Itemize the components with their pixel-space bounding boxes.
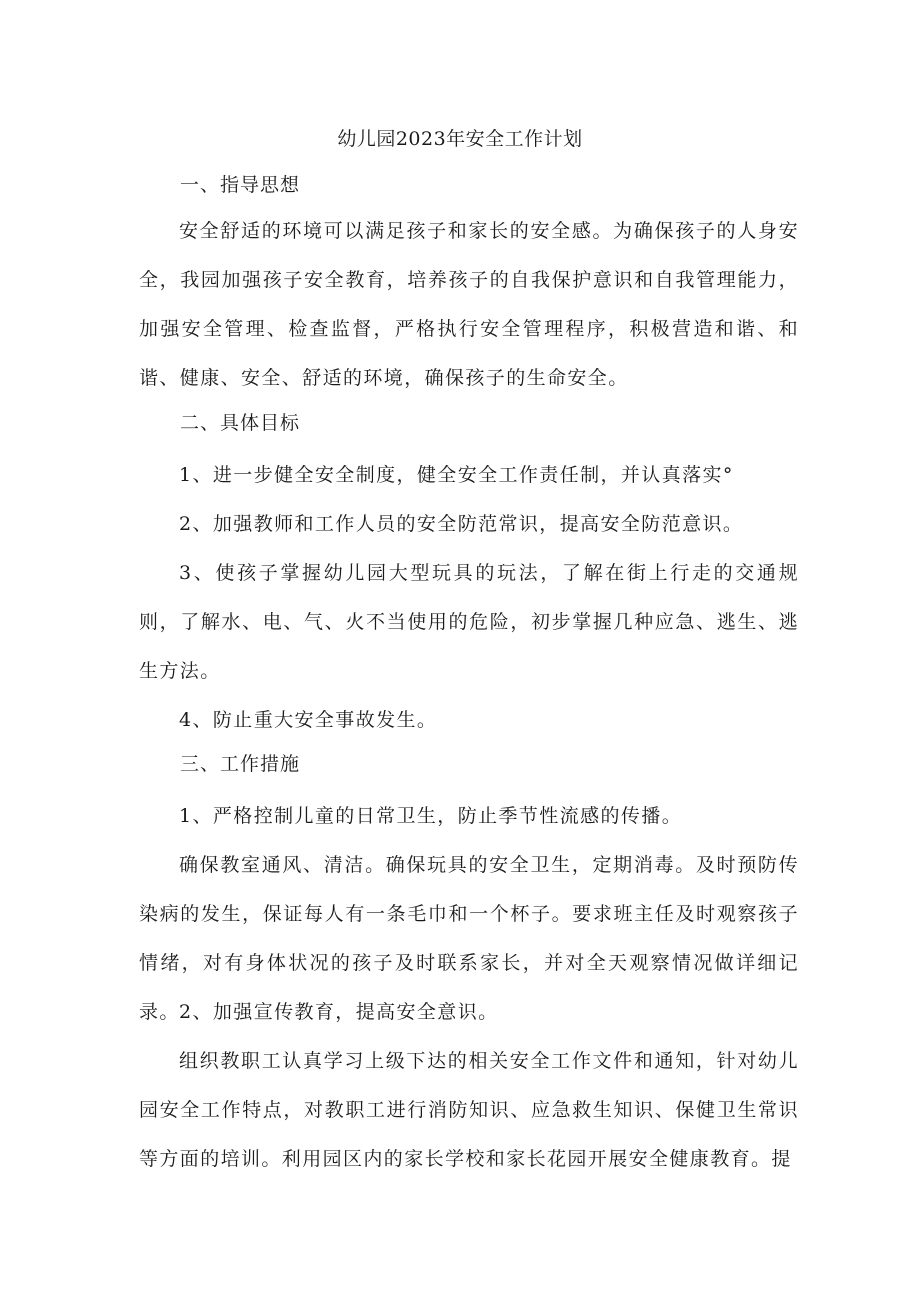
- measure-item-2-body: 组织教职工认真学习上级下达的相关安全工作文件和通知，针对幼儿园安全工作特点，对教职工进行消防知识、应急救生知识、保健卫生常识等方面的培训。利用园区内的家长学校和家长花园开展安全健康教育。提: [139, 1050, 799, 1170]
- measure-item-1-body: 确保教室通风、清洁。确保玩具的安全卫生，定期消毒。及时预防传染病的发生，保证每人有一条毛巾和一个杯子。要求班主任及时观察孩子情绪，对有身体状况的孩子及时联系家长，并对全天观察情况做详细记录。: [139, 854, 799, 1023]
- goal-item-3: 3、使孩子掌握幼儿园大型玩具的玩法，了解在街上行走的交通规则，了解水、电、气、火不当使用的危险，初步掌握几种应急、逃生、逃生方法。: [139, 562, 799, 682]
- measure-item-1: 1、严格控制儿童的日常卫生，防止季节性流感的传播。: [179, 805, 683, 827]
- measure-item-2: 2、加强宣传教育，提高安全意识。: [179, 1001, 499, 1023]
- goal-item-4: 4、防止重大安全事故发生。: [179, 709, 438, 731]
- section-heading-work-measures: 三、工作措施: [180, 753, 301, 775]
- goal-item-1: 1、进一步健全安全制度，健全安全工作责任制，并认真落实°: [179, 464, 734, 486]
- section-heading-specific-goals: 二、具体目标: [180, 412, 301, 434]
- document-title: 幼儿园2023年安全工作计划: [337, 128, 583, 150]
- section-heading-guiding-ideology: 一、指导思想: [180, 174, 301, 196]
- goal-item-2: 2、加强教师和工作人员的安全防范常识，提高安全防范意识。: [179, 513, 744, 535]
- paragraph-guiding-ideology: 安全舒适的环境可以满足孩子和家长的安全感。为确保孩子的人身安全，我园加强孩子安全教育，培养孩子的自我保护意识和自我管理能力，加强安全管理、检查监督，严格执行安全管理程序，积极营造和谐、和谐、健康、安全、舒适的环境，确保孩子的生命安全。: [139, 220, 799, 389]
